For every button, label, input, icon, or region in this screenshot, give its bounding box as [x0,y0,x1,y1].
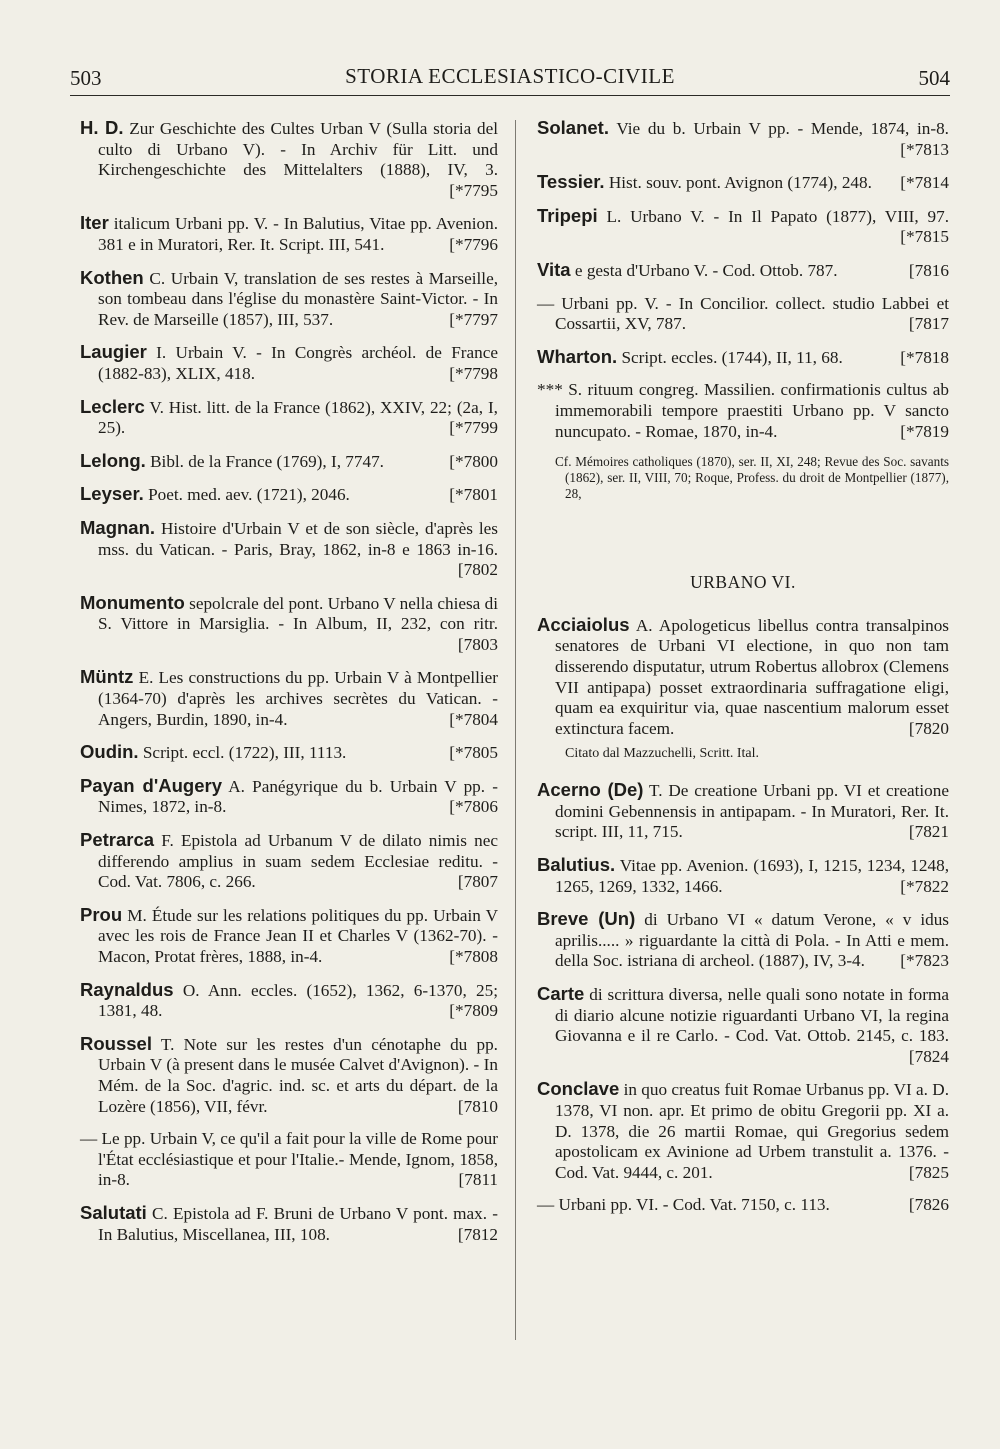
entry-text: Vie du b. Urbain V pp. - Mende, 1874, in-8. [616,119,949,138]
bibliography-entry [537,380,949,442]
bibliography-entry [80,451,498,473]
entry-text: italicum Urbani pp. V. - In Balutius, Vitae pp. Avenion. 381 e in Muratori, Rer. It. Script. III, 541. [98,214,498,254]
entry-number: [7807 [457,872,498,892]
entry-author: Oudin. [80,741,139,763]
running-title: STORIA ECCLESIASTICO-CIVILE [345,64,675,88]
entry-author: Salutati [80,1201,147,1223]
entry-text: V. Hist. litt. de la France (1862), XXIV, 22; (2a, I, 25). [98,397,498,438]
entry-author: Tessier. [537,171,605,193]
entry-number: [7810 [457,1096,498,1116]
entry-author: Lelong. [80,449,146,471]
entry-author: Roussel [80,1032,152,1054]
entry-text: E. Les constructions du pp. Urbain V à Montpellier (1364-70) d'après les archives secrètes du Vatican. - Angers, Burdin, 1890, in-4. [98,668,499,729]
bibliography-entry [537,172,949,194]
entry-number: [*7818 [900,347,949,367]
entry-author: Müntz [80,666,134,688]
entry-text: Vitae pp. Avenion. (1693), I, 1215, 1234, 1248, 1265, 1269, 1332, 1466. [555,856,949,896]
entry-author: Leclerc [80,395,145,417]
bibliography-entry [80,397,498,439]
header-rule [70,95,950,96]
entry-text: A. Panégyrique du b. Urbain V pp. - Nimes, 1872, in-8. [98,776,498,817]
entry-number: [*7801 [449,485,498,505]
entry-text: — Le pp. Urbain V, ce qu'il a fait pour la ville de Rome pour l'État ecclésiastique et pour l'Italie.- Mende, Ignom, 1858, in-8. [80,1129,498,1190]
entry-text: sepolcrale del pont. Urbano V nella chiesa di S. Vittore in Marsiglia. - In Album, II, 232, con ritr. [98,593,498,634]
bibliography-entry [80,1129,498,1191]
bibliography-entry [537,615,949,740]
entry-number: [*7819 [900,421,949,441]
entry-author: Iter [80,212,109,234]
bibliography-entry [80,342,498,384]
entry-author: Balutius. [537,854,616,876]
bibliography-entry [80,1203,498,1245]
entry-author: Acerno (De) [537,779,644,801]
entry-number: [*7813 [900,139,949,159]
entry-author: Raynaldus [80,978,174,1000]
entry-author: Leyser. [80,483,144,505]
entry-author: Solanet. [537,117,609,138]
entry-text: di Urbano VI « datum Verone, « v idus aprilis..... » riguardante la città di Pola. - In Atti e mem. della Soc. istriana di archeol. (1887), IV, 3-4. [555,910,949,971]
bibliography-entry [537,780,949,843]
bibliography-entry [80,484,498,506]
footnote-reference: Cf. Mémoires catholiques (1870), ser. II, XI, 248; Revue des Soc. savants (1862), ser. II, VIII, 70; Roque, Profess. du droit de Montpellier (1877), 28, [555,454,949,502]
bibliography-entry [80,980,498,1022]
bibliography-entry [80,118,498,201]
bibliography-entry [537,118,949,160]
section-heading: URBANO VI. [690,572,796,593]
bibliography-entry [80,1034,498,1117]
entry-text: O. Ann. eccles. (1652), 1362, 6-1370, 25; 1381, 48. [98,980,498,1021]
entry-text: Poet. med. aev. (1721), 2046. [148,485,350,505]
left-column [80,118,498,1257]
bibliography-entry [537,909,949,972]
entry-text: L. Urbano V. - In Il Papato (1877), VIII, 97. [606,206,950,226]
entry-number: [*7809 [449,1001,498,1021]
entry-text: Bibl. de la France (1769), I, 7747. [150,451,384,471]
entry-number: [7825 [908,1162,949,1182]
entry-author: Breve (Un) [537,908,636,930]
entry-number: [*7822 [900,876,949,896]
bibliography-entry [537,294,949,335]
entry-author: Kothen [80,266,144,288]
bibliography-entry [537,347,949,369]
entry-number: [7820 [908,718,949,738]
bibliography-entry [80,742,498,764]
bibliography-entry [80,213,498,255]
entry-text: e gesta d'Urbano V. - Cod. Ottob. 787. [574,260,838,280]
bibliography-entry [80,776,498,818]
entry-number: [7821 [908,822,949,842]
entry-number: [7803 [457,634,498,654]
entry-text: Histoire d'Urbain V et de son siècle, d'après les mss. du Vatican. - Paris, Bray, 1862, in-8 e 1863 in-16. [98,518,498,559]
entry-number: [7811 [458,1170,498,1190]
entry-number: [7816 [908,260,949,280]
bibliography-entry [537,260,949,282]
right-column [537,118,949,1228]
entry-number: [*7808 [449,947,498,966]
entry-number: [*7796 [449,234,498,254]
entry-text: — Urbani pp. V. - In Concilior. collect. studio Labbei et Cossartii, XV, 787. [537,293,949,334]
bibliography-entry [80,268,498,331]
entry-text: Zur Geschichte des Cultes Urban V (Sulla storia del culto di Urbano V). - In Archiv für Litt. und Kirchengeschichte des Mittelalters (1888), IV, 3. [98,119,498,180]
entry-number: [*7795 [449,180,498,200]
citation-note: Citato dal Mazzuchelli, Scritt. Ital. [565,746,759,762]
entry-number: [*7804 [449,709,498,729]
entry-text: T. Note sur les restes d'un cénotaphe du pp. Urbain V (à present dans le musée Calvet d'Avignon). - In Mém. de la Soc. d'agric. ind. sc. et arts du départ. de la Lozère (1856), VII, févr. [98,1034,498,1116]
entry-author: Carte [537,983,585,1005]
entry-number: [*7815 [900,227,949,247]
entry-text: di scrittura diversa, nelle quali sono notate in forma di diario alcune notizie riguardanti Urbano VI, la regina Giovanna e il re Carlo. - Cod. Vat. Ottob. 2145, c. 183. [555,985,949,1046]
entry-author: Acciaiolus [537,613,630,635]
entry-author: Conclave [537,1078,620,1100]
entry-author: Payan d'Augery [80,774,222,796]
page-header [70,60,950,96]
entry-text: Script. eccl. (1722), III, 1113. [142,743,347,763]
entry-author: Prou [80,903,123,925]
entry-author: Magnan. [80,516,156,538]
entry-number: [7817 [908,314,949,334]
bibliography-entry [537,206,949,248]
entry-number: [*7800 [449,451,498,471]
entry-text: — Urbani pp. VI. - Cod. Vat. 7150, c. 113. [537,1195,830,1215]
entry-author: H. D. [80,117,124,138]
entry-number: [*7806 [449,797,498,817]
entry-number: [7802 [457,560,498,580]
entry-number: [*7814 [900,173,949,193]
entry-number: [*7797 [449,309,498,329]
bibliography-entry [80,518,498,581]
entry-text: *** S. rituum congreg. Massilien. confirmationis cultus ab immemorabili tempore praestiti Urbano pp. V sancto nuncupato. - Romae, 1870, in-4. [537,380,949,441]
bibliography-entry [80,830,498,893]
left-page-number: 503 [70,66,102,90]
entry-author: Vita [537,258,571,280]
bibliography-entry [537,1079,949,1183]
entry-text: Hist. souv. pont. Avignon (1774), 248. [608,173,872,193]
entry-number: [*7823 [900,951,949,971]
entry-text: F. Epistola ad Urbanum V de dilato nimis nec differendo amplius in suam sedem Ecclesiae reditu. - Cod. Vat. 7806, c. 266. [98,831,499,892]
entry-text: T. De creatione Urbani pp. VI et creatione domini Gebennensis in antipapam. - In Muratori, Rer. It. script. III, 11, 715. [555,781,949,842]
bibliography-entry [537,984,949,1067]
bibliography-entry [80,667,498,730]
bibliography-entry [537,1195,949,1216]
entry-author: Wharton. [537,345,618,367]
entry-text: C. Urbain V, translation de ses restes à Marseille, son tombeau dans l'église du monastère Saint-Victor. - In Rev. de Marseille (1857), III, 537. [98,268,498,329]
entry-text: M. Étude sur les relations politiques du pp. Urbain V avec les rois de France Jean II et Charles V (1362-70). - Macon, Protat frères, 1888, in-4. [98,905,498,966]
entry-author: Monumento [80,591,185,613]
entry-author: Tripepi [537,204,598,226]
bibliography-entry [537,855,949,897]
entry-text: Script. eccles. (1744), II, 11, 68. [621,347,843,367]
right-page-number: 504 [918,66,950,90]
bibliography-entry [80,905,498,968]
entry-text: A. Apologeticus libellus contra transalpinos senatores de Urbani VI electione, in quo non tam disserendo disputatur, utrum Robertus allobrox (Clemens VII antipapa) posset extraordinaria suffragatione eligi, quam ea exquiritur via, quae nascentium malorum esset extinctura facem. [555,615,949,738]
entry-text: in quo creatus fuit Romae Urbanus pp. VI a. D. 1378, VI non. apr. Et primo de obitu Gregorii pp. XI a. D. 1378, die 26 martii Romae, qui Gregorius sedem apostolicam ex Avinione ad Urbem transtulit a. 1376. - Cod. Vat. 9444, c. 201. [555,1080,949,1182]
column-divider [515,120,516,1340]
entry-number: [7812 [457,1224,498,1244]
entry-text: I. Urbain V. - In Congrès archéol. de France (1882-83), XLIX, 418. [98,343,499,383]
entry-number: [7824 [908,1046,949,1066]
entry-number: [*7805 [449,743,498,763]
entry-author: Laugier [80,341,147,363]
entry-number: [7826 [908,1195,949,1215]
bibliography-entry [80,593,498,656]
entry-number: [*7799 [449,418,498,438]
entry-author: Petrarca [80,829,155,851]
entry-text: C. Epistola ad F. Bruni de Urbano V pont. max. - In Balutius, Miscellanea, III, 108. [98,1203,498,1244]
entry-number: [*7798 [449,363,498,383]
